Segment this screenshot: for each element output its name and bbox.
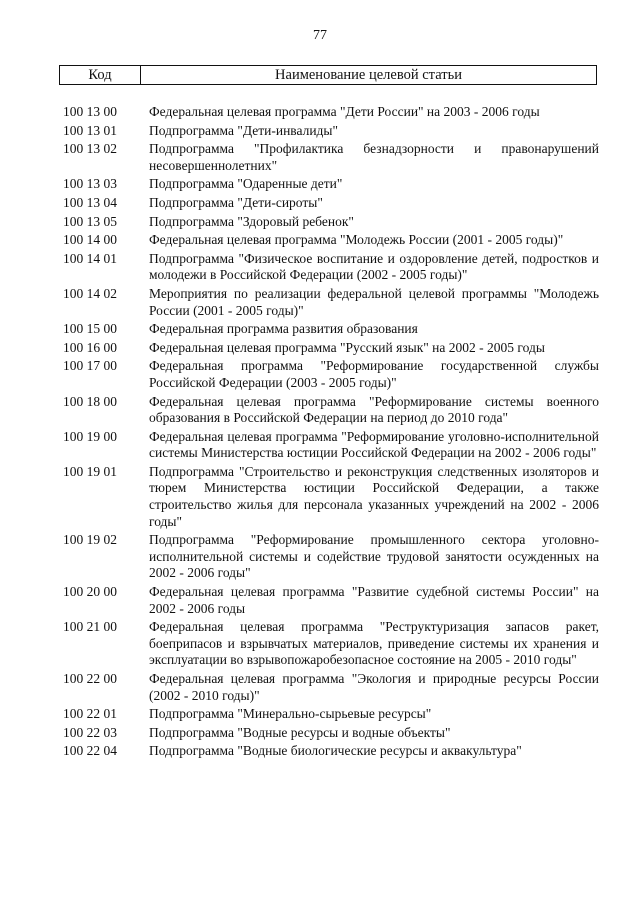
row-code: 100 19 00 bbox=[63, 428, 117, 444]
row-name: Федеральная программа "Реформирование государственной службы Российской Федерации (2003 - 2005 годы)" bbox=[149, 358, 599, 390]
row-name: Подпрограмма "Профилактика безнадзорности и правонарушений несовершеннолетних" bbox=[149, 141, 599, 173]
row-code: 100 16 00 bbox=[63, 339, 117, 355]
table-row bbox=[59, 532, 599, 582]
row-name: Мероприятия по реализации федеральной целевой программы "Молодежь России (2001 - 2005 годы)" bbox=[149, 285, 599, 318]
table-row bbox=[59, 743, 599, 760]
row-code: 100 13 02 bbox=[63, 141, 117, 157]
row-code: 100 13 00 bbox=[63, 104, 117, 119]
table-row bbox=[59, 286, 599, 319]
row-code: 100 22 03 bbox=[63, 724, 117, 740]
row-code: 100 22 04 bbox=[63, 743, 117, 759]
name-column-header: Наименование целевой статьи bbox=[275, 67, 462, 83]
table-row bbox=[59, 251, 599, 284]
row-code: 100 20 00 bbox=[63, 584, 117, 600]
row-name: Федеральная целевая программа "Русский язык" на 2002 - 2005 годы bbox=[149, 339, 545, 355]
table-body bbox=[59, 104, 599, 762]
table-row bbox=[59, 619, 599, 669]
row-name: Федеральная целевая программа "Реструктуризация запасов ракет, боеприпасов и взрывчатых материалов, приведение системы их хранения и эксплуатации во взрывопожаробезопасное состояние на 2005 - 2010 годы" bbox=[149, 619, 599, 668]
row-code: 100 13 05 bbox=[63, 213, 117, 229]
table-row bbox=[59, 394, 599, 427]
row-name: Федеральная целевая программа "Реформирование системы военного образования в Российской Федерации на период до 2010 года" bbox=[149, 393, 599, 426]
row-name: Подпрограмма "Водные ресурсы и водные объекты" bbox=[149, 724, 451, 740]
table-header bbox=[59, 65, 597, 85]
row-name: Подпрограмма "Минерально-сырьевые ресурсы" bbox=[149, 706, 432, 722]
row-code: 100 18 00 bbox=[63, 393, 117, 409]
code-column-header: Код bbox=[60, 66, 141, 84]
table-row bbox=[59, 584, 599, 617]
table-row bbox=[59, 176, 599, 193]
table-row bbox=[59, 123, 599, 140]
row-name: Федеральная программа развития образования bbox=[149, 321, 418, 337]
row-code: 100 14 00 bbox=[63, 232, 117, 248]
row-name: Федеральная целевая программа "Реформирование уголовно-исполнительной системы Министерства юстиции Российской Федерации на 2002 - 2006 годы" bbox=[149, 428, 599, 461]
table-row bbox=[59, 141, 599, 174]
row-code: 100 14 01 bbox=[63, 250, 117, 266]
row-name: Федеральная целевая программа "Молодежь России (2001 - 2005 годы)" bbox=[149, 232, 564, 248]
page-number: 77 bbox=[313, 28, 327, 43]
table-row bbox=[59, 429, 599, 462]
table-row bbox=[59, 195, 599, 212]
table-row bbox=[59, 232, 599, 249]
row-code: 100 19 02 bbox=[63, 532, 117, 548]
table-row bbox=[59, 104, 599, 121]
table-row bbox=[59, 671, 599, 704]
table-row bbox=[59, 214, 599, 231]
row-name: Федеральная целевая программа "Дети России" на 2003 - 2006 годы bbox=[149, 104, 540, 119]
table-row bbox=[59, 706, 599, 723]
row-code: 100 22 00 bbox=[63, 671, 117, 686]
row-name: Подпрограмма "Одаренные дети" bbox=[149, 176, 343, 192]
row-name: Подпрограмма "Дети-сироты" bbox=[149, 194, 323, 210]
row-code: 100 19 01 bbox=[63, 463, 117, 479]
row-code: 100 22 01 bbox=[63, 706, 117, 722]
row-code: 100 14 02 bbox=[63, 285, 117, 301]
table-row bbox=[59, 340, 599, 357]
row-code: 100 21 00 bbox=[63, 619, 117, 635]
table-row bbox=[59, 464, 599, 530]
row-name: Федеральная целевая программа "Экология и природные ресурсы России (2002 - 2010 годы)" bbox=[149, 671, 599, 703]
row-name: Подпрограмма "Дети-инвалиды" bbox=[149, 122, 339, 138]
row-code: 100 13 04 bbox=[63, 194, 117, 210]
table-row bbox=[59, 321, 599, 338]
table-row bbox=[59, 725, 599, 742]
table-row bbox=[59, 358, 599, 391]
row-name: Федеральная целевая программа "Развитие судебной системы России" на 2002 - 2006 годы bbox=[149, 584, 599, 616]
row-code: 100 13 03 bbox=[63, 176, 117, 192]
row-name: Подпрограмма "Водные биологические ресурсы и аквакультура" bbox=[149, 743, 522, 759]
row-code: 100 17 00 bbox=[63, 358, 117, 374]
row-name: Подпрограмма "Реформирование промышленного сектора уголовно-исполнительной системы и содействие трудовой занятости осужденных на 2002 - 2006 годы" bbox=[149, 532, 599, 581]
row-name: Подпрограмма "Здоровый ребенок" bbox=[149, 213, 354, 229]
row-code: 100 15 00 bbox=[63, 321, 117, 337]
row-name: Подпрограмма "Физическое воспитание и оздоровление детей, подростков и молодежи в Российской Федерации (2002 - 2005 годы)" bbox=[149, 250, 599, 283]
row-name: Подпрограмма "Строительство и реконструкция следственных изоляторов и тюрем Министерства юстиции Российской Федерации, а также строительство жилья для персонала указанных учреждений на 2002 - 2006 годы" bbox=[149, 463, 599, 529]
row-code: 100 13 01 bbox=[63, 122, 117, 138]
